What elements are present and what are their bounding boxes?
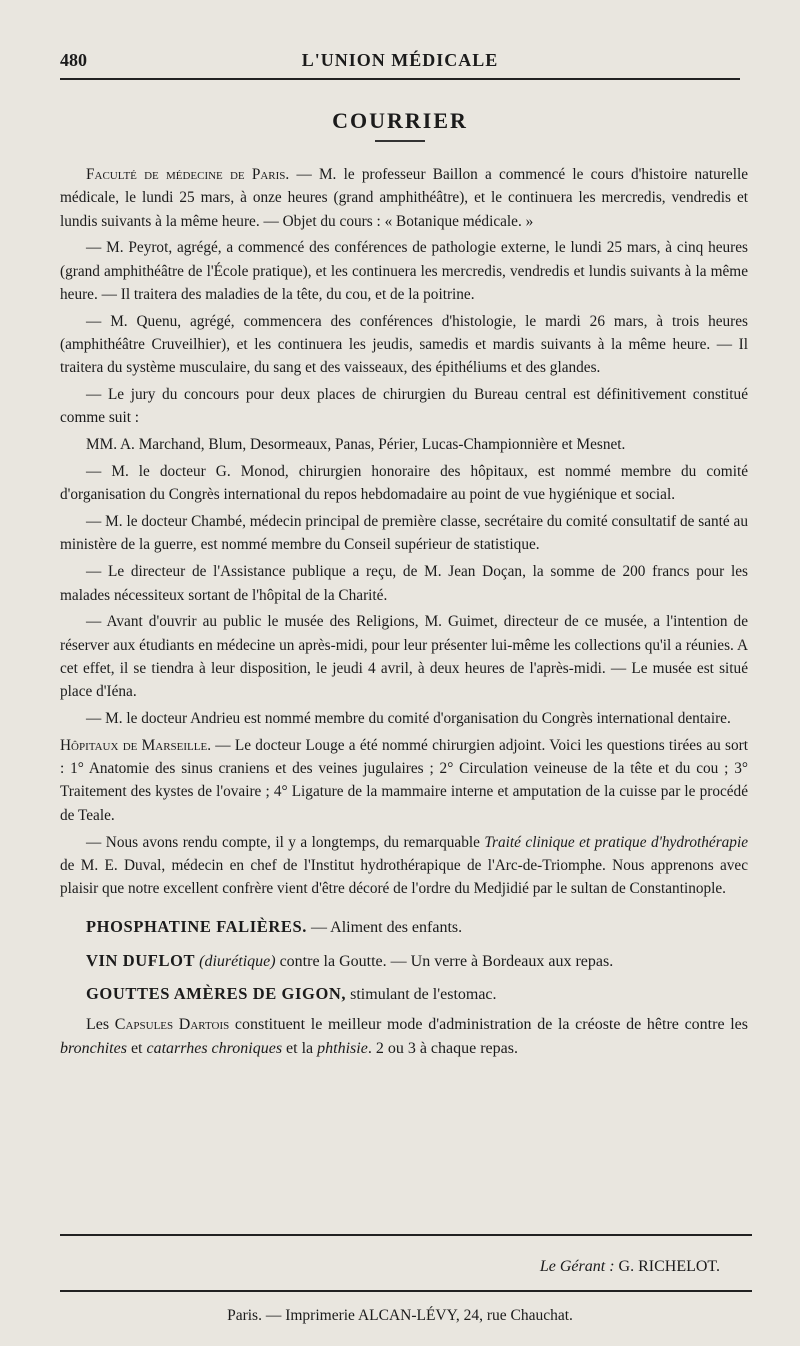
signature-name: G. RICHELOT. [614, 1258, 720, 1275]
paragraph-jury: — Le jury du concours pour deux places de chirurgien du Bureau central est définitivement constitué comme suit : [60, 386, 748, 427]
footer-rule-top [60, 1234, 752, 1236]
title-ornament-rule [375, 140, 425, 142]
ad-text: et la [282, 1039, 318, 1057]
paragraph-assistance: — Le directeur de l'Assistance publique a reçu, de M. Jean Doçan, la somme de 200 francs pour les malades nécessiteux sortant de l'hôpital de la Charité. [60, 563, 748, 604]
ad-text: constituent le meilleur mode d'administration de la créoste de hêtre contre les [229, 1015, 748, 1033]
paragraph-musee: — Avant d'ouvrir au public le musée des Religions, M. Guimet, directeur de ce musée, a l'intention de réserver aux étudiants en médecine un après-midi, pour leur présenter lui-même les collections qu'il a réunies. A cet effet, il se tiendra à leur disposition, le jeudi 4 avril, à deux heures de l'après-midi. — Le musée est situé place d'Iéna. [60, 613, 748, 701]
ad-italic: phthisie [317, 1039, 368, 1057]
paragraph-faculte [60, 163, 748, 233]
advertisements [60, 912, 748, 1061]
ad-product: GOUTTES AMÈRES DE GIGON, [86, 984, 347, 1004]
paragraph-quenu: — M. Quenu, agrégé, commencera des conférences d'histologie, le mardi 26 mars, à trois heures (amphithéâtre Cruveilhier), et les continuera les jeudis, samedis et mardis suivants à la même heure. — Il traitera du système musculaire, du sang et des vaisseaux, des épithéliums et des glandes. [60, 312, 748, 377]
ad-product: Capsules Dartois [114, 1015, 230, 1033]
paragraph-text: — M. le professeur Baillon a commencé le cours d'histoire naturelle médicale, le lundi 25 mars, à onze heures (grand amphithéâtre), et le continuera les mercredis, vendredis et lundis suivants à la même heure. — Objet du cours : « Botanique médicale. » [60, 166, 748, 230]
paragraph-lead: Faculté de médecine de Paris. [86, 166, 290, 183]
ad-paren: (diurétique) [195, 952, 276, 970]
ad-text: Les [86, 1015, 115, 1033]
paragraph-monod: — M. le docteur G. Monod, chirurgien honoraire des hôpitaux, est nommé membre du comité d'organisation du Congrès international du repos hebdomadaire au point de vue hygiénique et social. [60, 463, 748, 504]
paragraph-text: — Nous avons rendu compte, il y a longtemps, du remarquable [86, 833, 485, 851]
ad-text: contre la Goutte. — Un verre à Bordeaux aux repas. [275, 952, 614, 970]
ad-text: stimulant de l'estomac. [346, 986, 497, 1004]
paragraph-chambe: — M. le docteur Chambé, médecin principal de première classe, secrétaire du comité consultatif de santé au ministère de la guerre, est nommé membre du Conseil supérieur de statistique. [60, 513, 748, 554]
paragraph-lead: Hôpitaux de Marseille. [60, 736, 212, 754]
signature [0, 1258, 720, 1276]
paragraph-jury-members: MM. A. Marchand, Blum, Desormeaux, Panas, Périer, Lucas-Championnière et Mesnet. [86, 436, 626, 454]
footer-rule-bottom [60, 1290, 752, 1292]
section-title: COURRIER [332, 108, 468, 133]
book-title: Traité clinique et pratique d'hydrothérapie [484, 833, 748, 851]
running-head [60, 50, 740, 74]
paragraph-duval [60, 831, 748, 901]
paragraph-text: de M. E. Duval, médecin en chef de l'Institut hydrothérapique de l'Arc-de-Triomphe. Nous apprenons avec plaisir que notre excellent confrère vient d'être décoré de l'ordre du Medjidié par le sultan de Constantinople. [60, 856, 748, 898]
ad-gouttes [60, 979, 748, 1009]
paragraph-text: — Le docteur Louge a été nommé chirurgien adjoint. Voici les questions tirées au sort : 1° Anatomie des sinus craniens et des veines jugulaires ; 2° Circulation veineuse de la tête et du cou ; 3° Traitement des kystes de l'ovaire ; 4° Ligature de la mammaire interne et amputation de la cuisse par le procédé de Teale. [60, 736, 748, 824]
ad-text: — Aliment des enfants. [307, 919, 463, 937]
paragraph-andrieu: — M. le docteur Andrieu est nommé membre du comité d'organisation du Congrès international dentaire. [86, 710, 731, 728]
ad-dartois [60, 1013, 748, 1061]
journal-title: L'UNION MÉDICALE [301, 50, 499, 70]
printer-imprint: Paris. — Imprimerie ALCAN-LÉVY, 24, rue Chauchat. [227, 1307, 573, 1324]
paragraph-marseille [60, 734, 748, 827]
paragraph-peyrot: — M. Peyrot, agrégé, a commencé des conférences de pathologie externe, le lundi 25 mars, à cinq heures (grand amphithéâtre de l'École pratique), et les continuera les mercredis, vendredis et lundis suivants à la même heure. — Il traitera des maladies de la tête, du cou, et de la poitrine. [60, 239, 748, 303]
article-body [60, 163, 748, 1064]
ad-phosphatine [60, 912, 748, 942]
ad-italic: catarrhes chroniques [146, 1039, 283, 1057]
header-rule [60, 78, 740, 80]
ad-product: VIN DUFLOT [86, 950, 196, 970]
signature-label: Le Gérant : [539, 1258, 615, 1275]
ad-text: et [126, 1039, 147, 1057]
ad-text: . 2 ou 3 à chaque repas. [367, 1039, 518, 1057]
ad-vin-duflot [60, 946, 748, 976]
ad-product: PHOSPHATINE FALIÈRES. [86, 917, 308, 937]
ad-italic: bronchites [60, 1039, 127, 1057]
page-number: 480 [60, 50, 87, 70]
